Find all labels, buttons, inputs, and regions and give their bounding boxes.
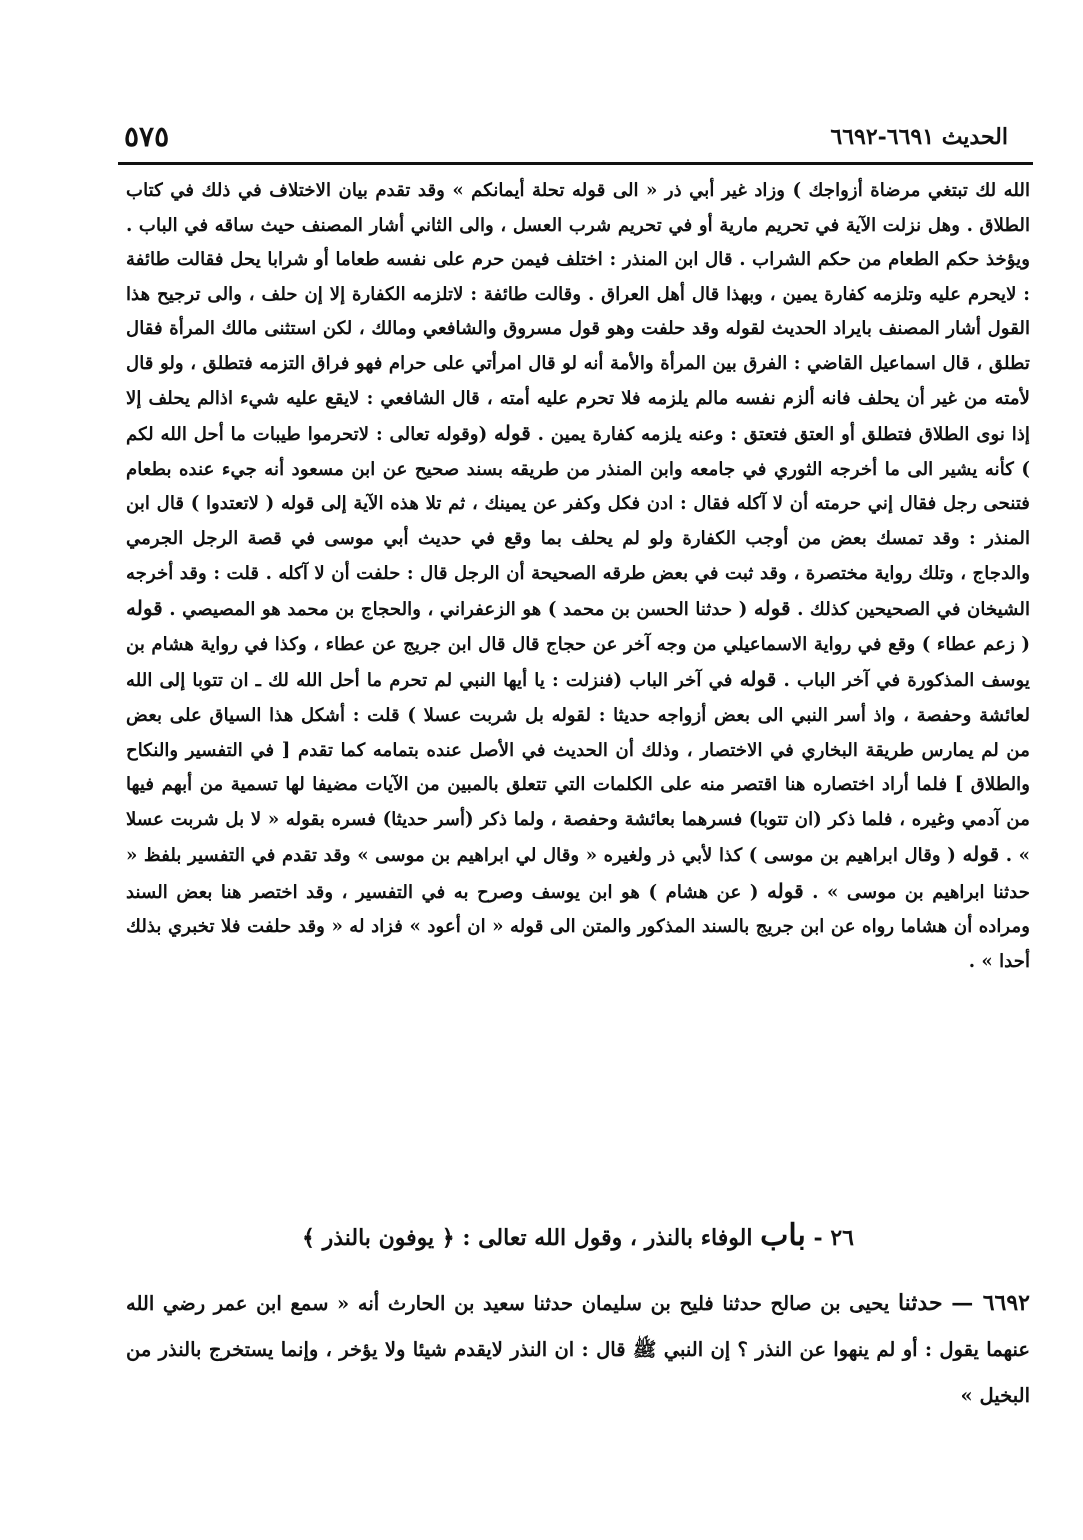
qawluhu-keyword: قوله xyxy=(494,421,531,446)
qawluhu-keyword: قوله xyxy=(962,842,1000,867)
header-divider xyxy=(118,162,1033,165)
hadith-number: ٦٦٩٢ — xyxy=(951,1290,1030,1316)
commentary-segment: (وقوله تعالى : لاتحرموا طيبات ما أحل الله لكم ) كأنه يشير الى ما أخرجه الثوري في جامعه وابن المنذر من طريقه بسند صحيح عن ابن مسعود أنه جيء عنده بطعام فتنحى رجل فقال إني حرمته أن لا آكله فقال : ادن فكل وكفر عن يمينك ، ثم تلا هذه الآية إلى قوله ( لاتعتدوا ) قال ابن المنذر : وقد تمسك بعض من أوجب الكفارة ولو لم يحلف بما وقع في حديث أبي موسى في قصة الرجل الجرمي والدجاج ، وتلك رواية مختصرة ، وقد ثبت في بعض طرقه الصحيحة أن الرجل قال : حلفت أن لا آكله . قلت : وقد أخرجه الشيخان في الصحيحين كذلك . xyxy=(126,424,1030,621)
commentary-segment: ( زعم عطاء ) وقع في رواية الاسماعيلي من وجه آخر عن حجاج قال قال ابن جريج عن عطاء ، وكذا في رواية هشام بن يوسف المذكورة في آخر الباب . xyxy=(126,633,1030,692)
qawluhu-keyword: قوله xyxy=(739,667,777,692)
qawluhu-keyword: قوله xyxy=(126,596,163,621)
commentary-segment: ( عن هشام ) هو ابن يوسف وصرح به في التفسير ، وقد اختصر هنا بعض السند ومراده أن هشاما رواه عن ابن جريج بالسند المذكور والمتن الى قوله « ان أعود » فزاد له « وقد حلفت فلا تخبري بذلك أحدا » . xyxy=(126,881,1030,973)
commentary-segment: ( حدثنا الحسن بن محمد ) هو الزعفراني ، والحجاج بن محمد هو المصيصي . xyxy=(169,599,748,621)
chapter-number: ٢٦ - xyxy=(813,1225,854,1251)
qawluhu-keyword: قوله xyxy=(753,596,791,621)
hadith-text: يحيى بن صالح حدثنا فليح بن سليمان حدثنا سعيد بن الحارث أنه « سمع ابن عمر رضي الله عنهما يقول : أو لم ينهوا عن النذر ؟ إن النبي ﷺ قال : ان النذر لايقدم شيئا ولا يؤخر ، وإنما يستخرج بالنذر من البخيل » xyxy=(126,1292,1030,1407)
hadith-paragraph xyxy=(126,1280,1030,1419)
commentary-segment: الله لك تبتغي مرضاة أزواجك ) وزاد غير أبي ذر « الى قوله تحلة أيمانكم » وقد تقدم بيان الاختلاف في ذلك في كتاب الطلاق . وهل نزلت الآية في تحريم مارية أو في تحريم شرب العسل ، والى الثاني أشار المصنف حيث ساقه في الباب . ويؤخذ حكم الطعام من حكم الشراب . قال ابن المنذر : اختلف فيمن حرم على نفسه طعاما أو شرابا يحل فقالت طائفة : لايحرم عليه وتلزمه كفارة يمين ، وبهذا قال أهل العراق . وقالت طائفة : لاتلزمه الكفارة إلا إن حلف ، والى ترجيح هذا القول أشار المصنف بايراد الحديث لقوله وقد حلفت وهو قول مسروق والشافعي ومالك ، لكن استثنى مالك المرأة فقال تطلق ، قال اسماعيل القاضي : الفرق بين المرأة والأمة أنه لو قال امرأتي على حرام فهو فراق التزمه فتطلق ، ولو قال لأمته من غير أن يحلف فانه ألزم نفسه مالم يلزمه فلا تحرم عليه أمته ، قال الشافعي : لايقع عليه شيء اذالم يحلف إلا إذا نوى الطلاق فتطلق أو العتق فتعتق : وعنه يلزمه كفارة يمين . xyxy=(126,180,1030,446)
page-number: ٥٧٥ xyxy=(124,120,170,153)
running-head xyxy=(118,118,1008,158)
commentary-text xyxy=(126,174,1030,980)
hadith-range-title: الحديث ٦٦٩١-٦٦٩٢ xyxy=(830,124,1008,150)
commentary-paragraph xyxy=(126,174,1030,980)
hadith-block xyxy=(126,1280,1030,1419)
commentary-segment: في آخر الباب (فنزلت : يا أيها النبي لم تحرم ما أحل الله لك ـ ان تتوبا إلى الله لعائشة وحفصة ، واذ أسر النبي الى بعض أزواجه حديثا : لقوله بل شربت عسلا ) قلت : أشكل هذا السياق على بعض من لم يمارس طريقة البخاري في الاختصار ، وذلك أن الحديث في الأصل عنده بتمامه كما تقدم [ في التفسير والنكاح والطلاق ] فلما أراد اختصاره هنا اقتصر منه على الكلمات التي تتعلق بالمبين من الآيات مضيفا لها تسمية من أبهم فيها من آدمي وغيره ، فلما ذكر (ان تتوبا) فسرهما بعائشة وحفصة ، ولما ذكر (أسر حديثا) فسره بقوله « لا بل شربت عسلا » . xyxy=(126,670,1030,867)
chapter-title: الوفاء بالنذر ، وقول الله تعالى : ﴿ يوفون بالنذر ﴾ xyxy=(302,1225,753,1251)
chapter-heading xyxy=(126,1218,1030,1258)
commentary-segment: ( وقال ابراهيم بن موسى ) كذا لأبي ذر ولغيره « وقال لي ابراهيم بن موسى » وقد تقدم في التفسير بلفظ « حدثنا ابراهيم بن موسى » . xyxy=(126,845,1030,903)
qawluhu-keyword: قوله xyxy=(766,878,804,903)
chapter-bab-label: باب xyxy=(760,1218,806,1253)
hadith-haddathana: حدثنا xyxy=(897,1290,943,1316)
